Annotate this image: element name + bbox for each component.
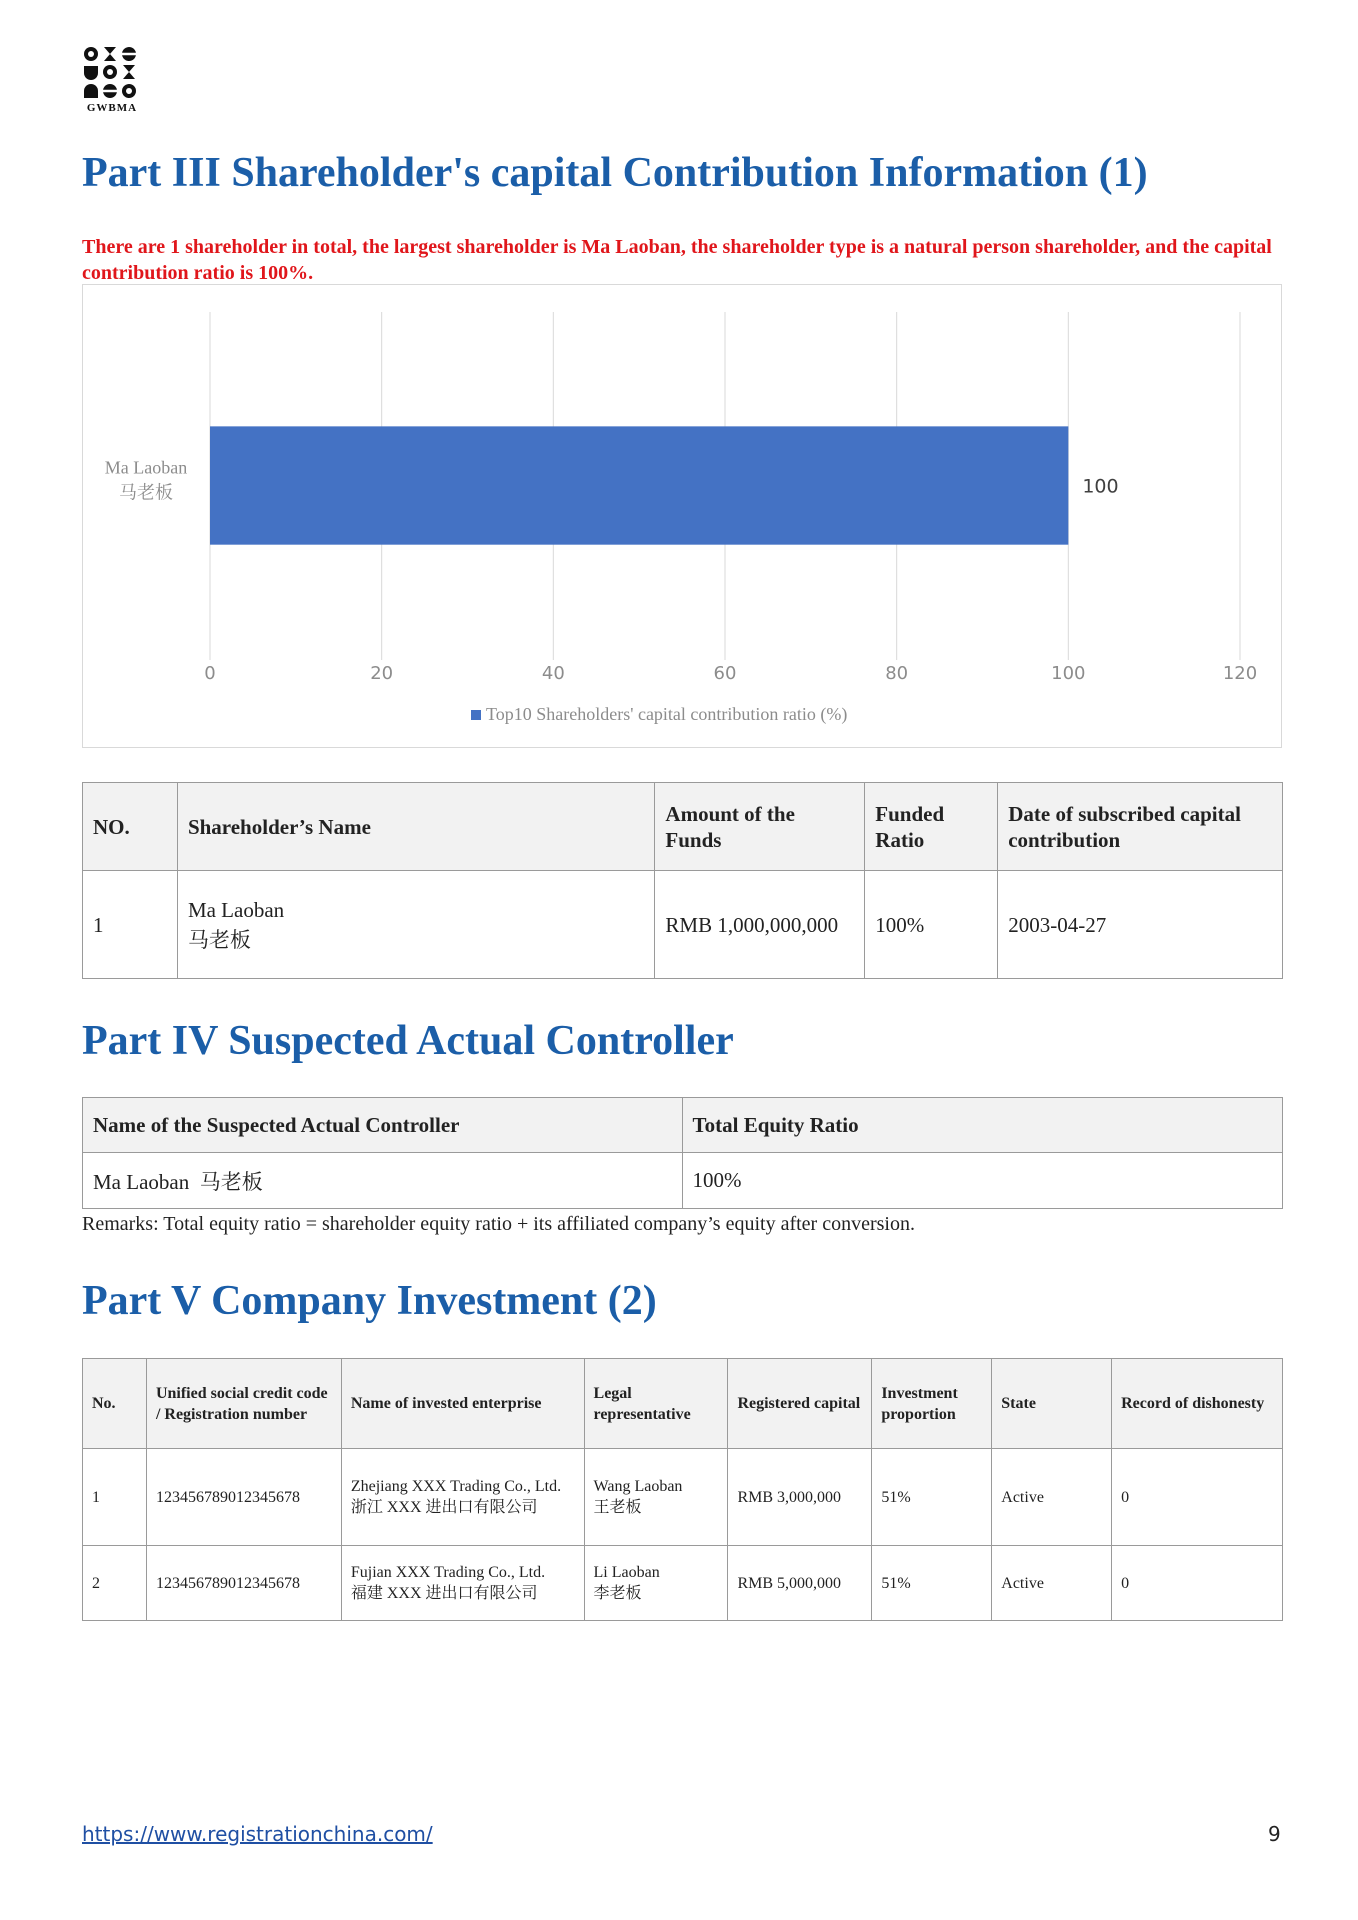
cell-name: [177, 871, 654, 979]
table-row: [83, 1546, 1283, 1621]
x-tick-label: 100: [1051, 663, 1086, 684]
table-row: [83, 1153, 1283, 1209]
cell-enterprise: [341, 1546, 584, 1621]
x-tick-label: 60: [713, 663, 737, 684]
cell-proportion: 51%: [872, 1449, 992, 1546]
cell-code: 123456789012345678: [146, 1546, 341, 1621]
representative-cn: 王老板: [593, 1499, 642, 1516]
cell-amount: RMB 1,000,000,000: [655, 871, 865, 979]
enterprise-name-cn: 浙江 XXX 进出口有限公司: [350, 1499, 538, 1516]
enterprise-name-cn: 福建 XXX 进出口有限公司: [350, 1585, 538, 1602]
cell-proportion: 51%: [872, 1546, 992, 1621]
col-header-code: Unified social credit code / Registration number: [146, 1359, 341, 1449]
col-header-equity-ratio: Total Equity Ratio: [682, 1098, 1282, 1153]
col-header-amount: Amount of the Funds: [655, 783, 865, 871]
col-header-controller-name: Name of the Suspected Actual Controller: [83, 1098, 683, 1153]
col-header-capital: Registered capital: [728, 1359, 872, 1449]
table-header-row: [83, 1359, 1283, 1449]
cell-dishonesty: 0: [1112, 1449, 1283, 1546]
legend-swatch: [471, 710, 481, 720]
col-header-representative: Legal representative: [584, 1359, 728, 1449]
col-header-name: Shareholder’s Name: [177, 783, 654, 871]
col-header-no: NO.: [83, 783, 178, 871]
data-label: 100: [1082, 475, 1119, 498]
shareholder-name-cn: 马老板: [187, 927, 251, 952]
col-header-proportion: Investment proportion: [872, 1359, 992, 1449]
table-header-row: [83, 1098, 1283, 1153]
col-header-date: Date of subscribed capital contribution: [998, 783, 1283, 871]
gwbma-logo: [82, 46, 142, 114]
remarks-text: Remarks: Total equity ratio = shareholder equity ratio + its affiliated company’s equity after conversion.: [82, 1213, 915, 1235]
gwbma-logo-mark: [82, 46, 142, 100]
footer-website-link[interactable]: https://www.registrationchina.com/: [82, 1822, 433, 1846]
legend-label: Top10 Shareholders' capital contribution ratio (%): [486, 704, 848, 724]
shareholder-name-en: Ma Laoban: [187, 897, 285, 922]
cell-state: Active: [992, 1449, 1112, 1546]
x-tick-label: 0: [204, 663, 216, 684]
part4-title: Part IV Suspected Actual Controller: [82, 1018, 734, 1064]
col-header-dishonesty: Record of dishonesty: [1112, 1359, 1283, 1449]
cell-no: 2: [83, 1546, 147, 1621]
x-tick-label: 120: [1222, 663, 1258, 684]
controller-table: [82, 1097, 1283, 1209]
representative-en: Wang Laoban: [593, 1478, 683, 1495]
shareholder-chart: [82, 284, 1282, 748]
logo-text: GWBMA: [86, 102, 138, 114]
cell-equity-ratio: 100%: [682, 1153, 1282, 1209]
cell-no: 1: [83, 1449, 147, 1546]
col-header-enterprise: Name of invested enterprise: [341, 1359, 584, 1449]
part5-title: Part V Company Investment (2): [82, 1278, 657, 1324]
cell-date: 2003-04-27: [998, 871, 1283, 979]
cell-controller-name: Ma Laoban 马老板: [83, 1153, 683, 1209]
cell-no: 1: [83, 871, 178, 979]
bar: [210, 426, 1068, 544]
cell-enterprise: [341, 1449, 584, 1546]
col-header-no: No.: [83, 1359, 147, 1449]
cell-capital: RMB 5,000,000: [728, 1546, 872, 1621]
representative-en: Li Laoban: [593, 1564, 660, 1581]
part3-summary: There are 1 shareholder in total, the largest shareholder is Ma Laoban, the shareholder type is a natural person shareholder, and the capital contribution ratio is 100%.: [82, 236, 1272, 284]
x-tick-label: 20: [370, 663, 394, 684]
cell-code: 123456789012345678: [146, 1449, 341, 1546]
cell-representative: [584, 1449, 728, 1546]
x-tick-label: 40: [541, 663, 565, 684]
cell-capital: RMB 3,000,000: [728, 1449, 872, 1546]
cell-state: Active: [992, 1546, 1112, 1621]
category-label: 马老板: [119, 482, 173, 503]
col-header-state: State: [992, 1359, 1112, 1449]
investment-table: [82, 1358, 1283, 1621]
table-row: [83, 1449, 1283, 1546]
cell-representative: [584, 1546, 728, 1621]
shareholder-chart-svg: [83, 285, 1283, 749]
representative-cn: 李老板: [593, 1585, 642, 1602]
table-header-row: [83, 783, 1283, 871]
enterprise-name-en: Fujian XXX Trading Co., Ltd.: [350, 1564, 546, 1581]
category-label: Ma Laoban: [104, 457, 188, 478]
table-row: [83, 871, 1283, 979]
cell-ratio: 100%: [865, 871, 998, 979]
page-number: 9: [1268, 1822, 1281, 1846]
enterprise-name-en: Zhejiang XXX Trading Co., Ltd.: [350, 1478, 562, 1495]
part3-title: Part III Shareholder's capital Contribution Information (1): [82, 150, 1148, 196]
cell-dishonesty: 0: [1112, 1546, 1283, 1621]
x-tick-label: 80: [885, 663, 909, 684]
shareholder-table: [82, 782, 1283, 979]
col-header-ratio: Funded Ratio: [865, 783, 998, 871]
